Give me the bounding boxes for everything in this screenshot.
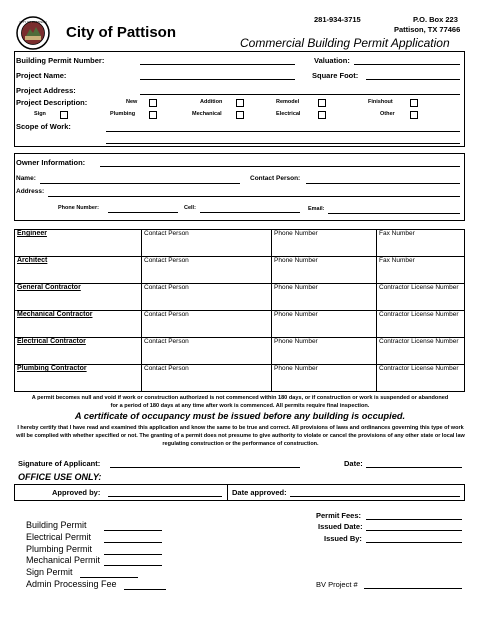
type-addition-label: Addition	[200, 99, 223, 105]
city-name: City of Pattison	[66, 24, 177, 41]
email-label: Email:	[308, 206, 325, 212]
contact-person-label: Contact Person:	[250, 175, 301, 182]
contact-person-cell[interactable]: Contact Person	[142, 284, 272, 311]
project-name-field[interactable]	[140, 79, 295, 80]
fax-license-cell[interactable]: Contractor License Number	[377, 365, 465, 392]
type-finishout-checkbox[interactable]	[410, 99, 418, 107]
email-field[interactable]	[328, 213, 460, 214]
type-plumbing-checkbox[interactable]	[149, 111, 157, 119]
office-use-title: OFFICE USE ONLY:	[18, 472, 102, 482]
project-address-label: Project Address:	[16, 86, 76, 95]
building-permit-number-field[interactable]	[140, 64, 295, 65]
contact-person-cell[interactable]: Contact Person	[142, 230, 272, 257]
contractor-role: Mechanical Contractor	[15, 311, 142, 338]
phone-number-cell[interactable]: Phone Number	[272, 311, 377, 338]
signature-date-field[interactable]	[366, 467, 462, 468]
phone-number-label: Phone Number:	[58, 205, 99, 211]
phone-number-cell[interactable]: Phone Number	[272, 365, 377, 392]
valuation-label: Valuation:	[314, 56, 350, 65]
type-sign-checkbox[interactable]	[60, 111, 68, 119]
office-approval-divider	[227, 484, 228, 501]
fax-license-cell[interactable]: Fax Number	[377, 230, 465, 257]
owner-address-label: Address:	[16, 188, 45, 195]
type-finishout-label: Finishout	[368, 99, 393, 105]
contractor-row	[15, 284, 465, 311]
contact-person-cell[interactable]: Contact Person	[142, 338, 272, 365]
city-state-zip: Pattison, TX 77466	[394, 25, 461, 34]
type-electrical-label: Electrical	[276, 111, 301, 117]
contractor-role: Electrical Contractor	[15, 338, 142, 365]
fee-item-field[interactable]	[104, 542, 162, 543]
type-new-label: New	[126, 99, 138, 105]
fee-item-label: Plumbing Permit	[26, 543, 93, 554]
fax-license-cell[interactable]: Fax Number	[377, 257, 465, 284]
approved-by-field[interactable]	[108, 496, 222, 497]
certify-notice: I hereby certify that I have read and examined this application and know the same to be true and correct. All provisions of laws and ordinances governing this type of work will be complied with whether specified or not. The granting of a permit does not presume to give authority to violate or cancel the provisions of any other state or local law regulating construction or the performance of construction.	[16, 425, 465, 447]
phone-number-cell[interactable]: Phone Number	[272, 230, 377, 257]
signature-date-label: Date:	[344, 459, 363, 468]
bv-project-field[interactable]	[364, 588, 462, 589]
scope-of-work-field-1[interactable]	[106, 131, 460, 132]
contractor-row	[15, 338, 465, 365]
type-plumbing-label: Plumbing	[110, 111, 136, 117]
contractor-role: Engineer	[15, 230, 142, 257]
date-approved-label: Date approved:	[232, 488, 287, 497]
fee-item-label: Building Permit	[26, 520, 87, 530]
contact-person-field[interactable]	[306, 183, 460, 184]
contractor-role: Plumbing Contractor	[15, 365, 142, 392]
phone-number-cell[interactable]: Phone Number	[272, 284, 377, 311]
po-box: P.O. Box 223	[413, 15, 458, 24]
issued-date-field[interactable]	[366, 530, 462, 531]
phone-number: 281-934-3715	[314, 15, 361, 24]
scope-of-work-label: Scope of Work:	[16, 122, 71, 131]
type-sign-label: Sign	[34, 111, 46, 117]
contact-person-cell[interactable]: Contact Person	[142, 311, 272, 338]
type-other-label: Other	[380, 111, 395, 117]
contractor-row	[15, 257, 465, 284]
type-remodel-label: Remodel	[276, 99, 300, 105]
contractors-table	[14, 229, 465, 392]
owner-information-label: Owner Information:	[16, 158, 86, 167]
type-addition-checkbox[interactable]	[236, 99, 244, 107]
type-electrical-checkbox[interactable]	[318, 111, 326, 119]
type-mechanical-checkbox[interactable]	[236, 111, 244, 119]
fee-item-field[interactable]	[104, 530, 162, 531]
project-name-label: Project Name:	[16, 71, 67, 80]
owner-name-field[interactable]	[40, 183, 240, 184]
phone-number-cell[interactable]: Phone Number	[272, 338, 377, 365]
contractor-role: General Contractor	[15, 284, 142, 311]
certificate-notice: A certificate of occupancy must be issued before any building is occupied.	[74, 411, 406, 421]
type-remodel-checkbox[interactable]	[318, 99, 326, 107]
signature-label: Signature of Applicant:	[18, 459, 101, 468]
scope-of-work-field-2[interactable]	[106, 143, 460, 144]
issued-by-field[interactable]	[366, 542, 462, 543]
svg-text:CITY OF PATTISON: CITY OF PATTISON	[19, 20, 47, 24]
contractor-row	[15, 230, 465, 257]
contractor-row	[15, 311, 465, 338]
owner-address-field[interactable]	[48, 196, 460, 197]
owner-information-field[interactable]	[100, 166, 460, 167]
fax-license-cell[interactable]: Contractor License Number	[377, 311, 465, 338]
fee-item-label: Admin Processing Fee	[26, 579, 117, 589]
contact-person-cell[interactable]: Contact Person	[142, 257, 272, 284]
date-approved-field[interactable]	[290, 496, 460, 497]
signature-field[interactable]	[110, 467, 300, 468]
fee-item-field[interactable]	[104, 565, 162, 566]
null-void-notice: A permit becomes null and void if work or construction authorized is not commenced within 180 days, or if construction or work is suspended or abandoned for a period of 180 days at any time after work is commenced. All permits require final inspection.	[31, 395, 449, 409]
fax-license-cell[interactable]: Contractor License Number	[377, 284, 465, 311]
city-logo	[16, 16, 50, 50]
fee-item-field[interactable]	[124, 589, 166, 590]
owner-name-label: Name:	[16, 175, 36, 182]
contractor-row	[15, 365, 465, 392]
cell-field[interactable]	[200, 212, 300, 213]
contractor-role: Architect	[15, 257, 142, 284]
permit-fees-field[interactable]	[366, 519, 462, 520]
cell-label: Cell:	[184, 205, 196, 211]
phone-number-cell[interactable]: Phone Number	[272, 257, 377, 284]
project-description-label: Project Description:	[16, 98, 88, 107]
fee-item-label: Sign Permit	[26, 567, 73, 578]
permit-fees-label: Permit Fees:	[316, 511, 362, 520]
type-other-checkbox[interactable]	[410, 111, 418, 119]
issued-date-label: Issued Date:	[318, 522, 363, 531]
fee-item-field[interactable]	[104, 554, 162, 555]
approved-by-label: Approved by:	[52, 488, 101, 497]
project-address-field[interactable]	[140, 94, 460, 95]
fee-item-label: Electrical Permit	[26, 531, 92, 542]
bv-project-label: BV Project #	[316, 580, 358, 589]
building-permit-number-label: Building Permit Number:	[16, 56, 105, 65]
type-mechanical-label: Mechanical	[192, 111, 222, 117]
phone-number-field[interactable]	[108, 212, 178, 213]
square-foot-label: Square Foot:	[312, 71, 359, 80]
type-new-checkbox[interactable]	[149, 99, 157, 107]
fax-license-cell[interactable]: Contractor License Number	[377, 338, 465, 365]
contact-person-cell[interactable]: Contact Person	[142, 365, 272, 392]
valuation-field[interactable]	[354, 64, 460, 65]
form-title: Commercial Building Permit Application	[240, 36, 450, 50]
fee-item-label: Mechanical Permit	[26, 555, 101, 566]
issued-by-label: Issued By:	[324, 534, 362, 543]
square-foot-field[interactable]	[366, 79, 460, 80]
